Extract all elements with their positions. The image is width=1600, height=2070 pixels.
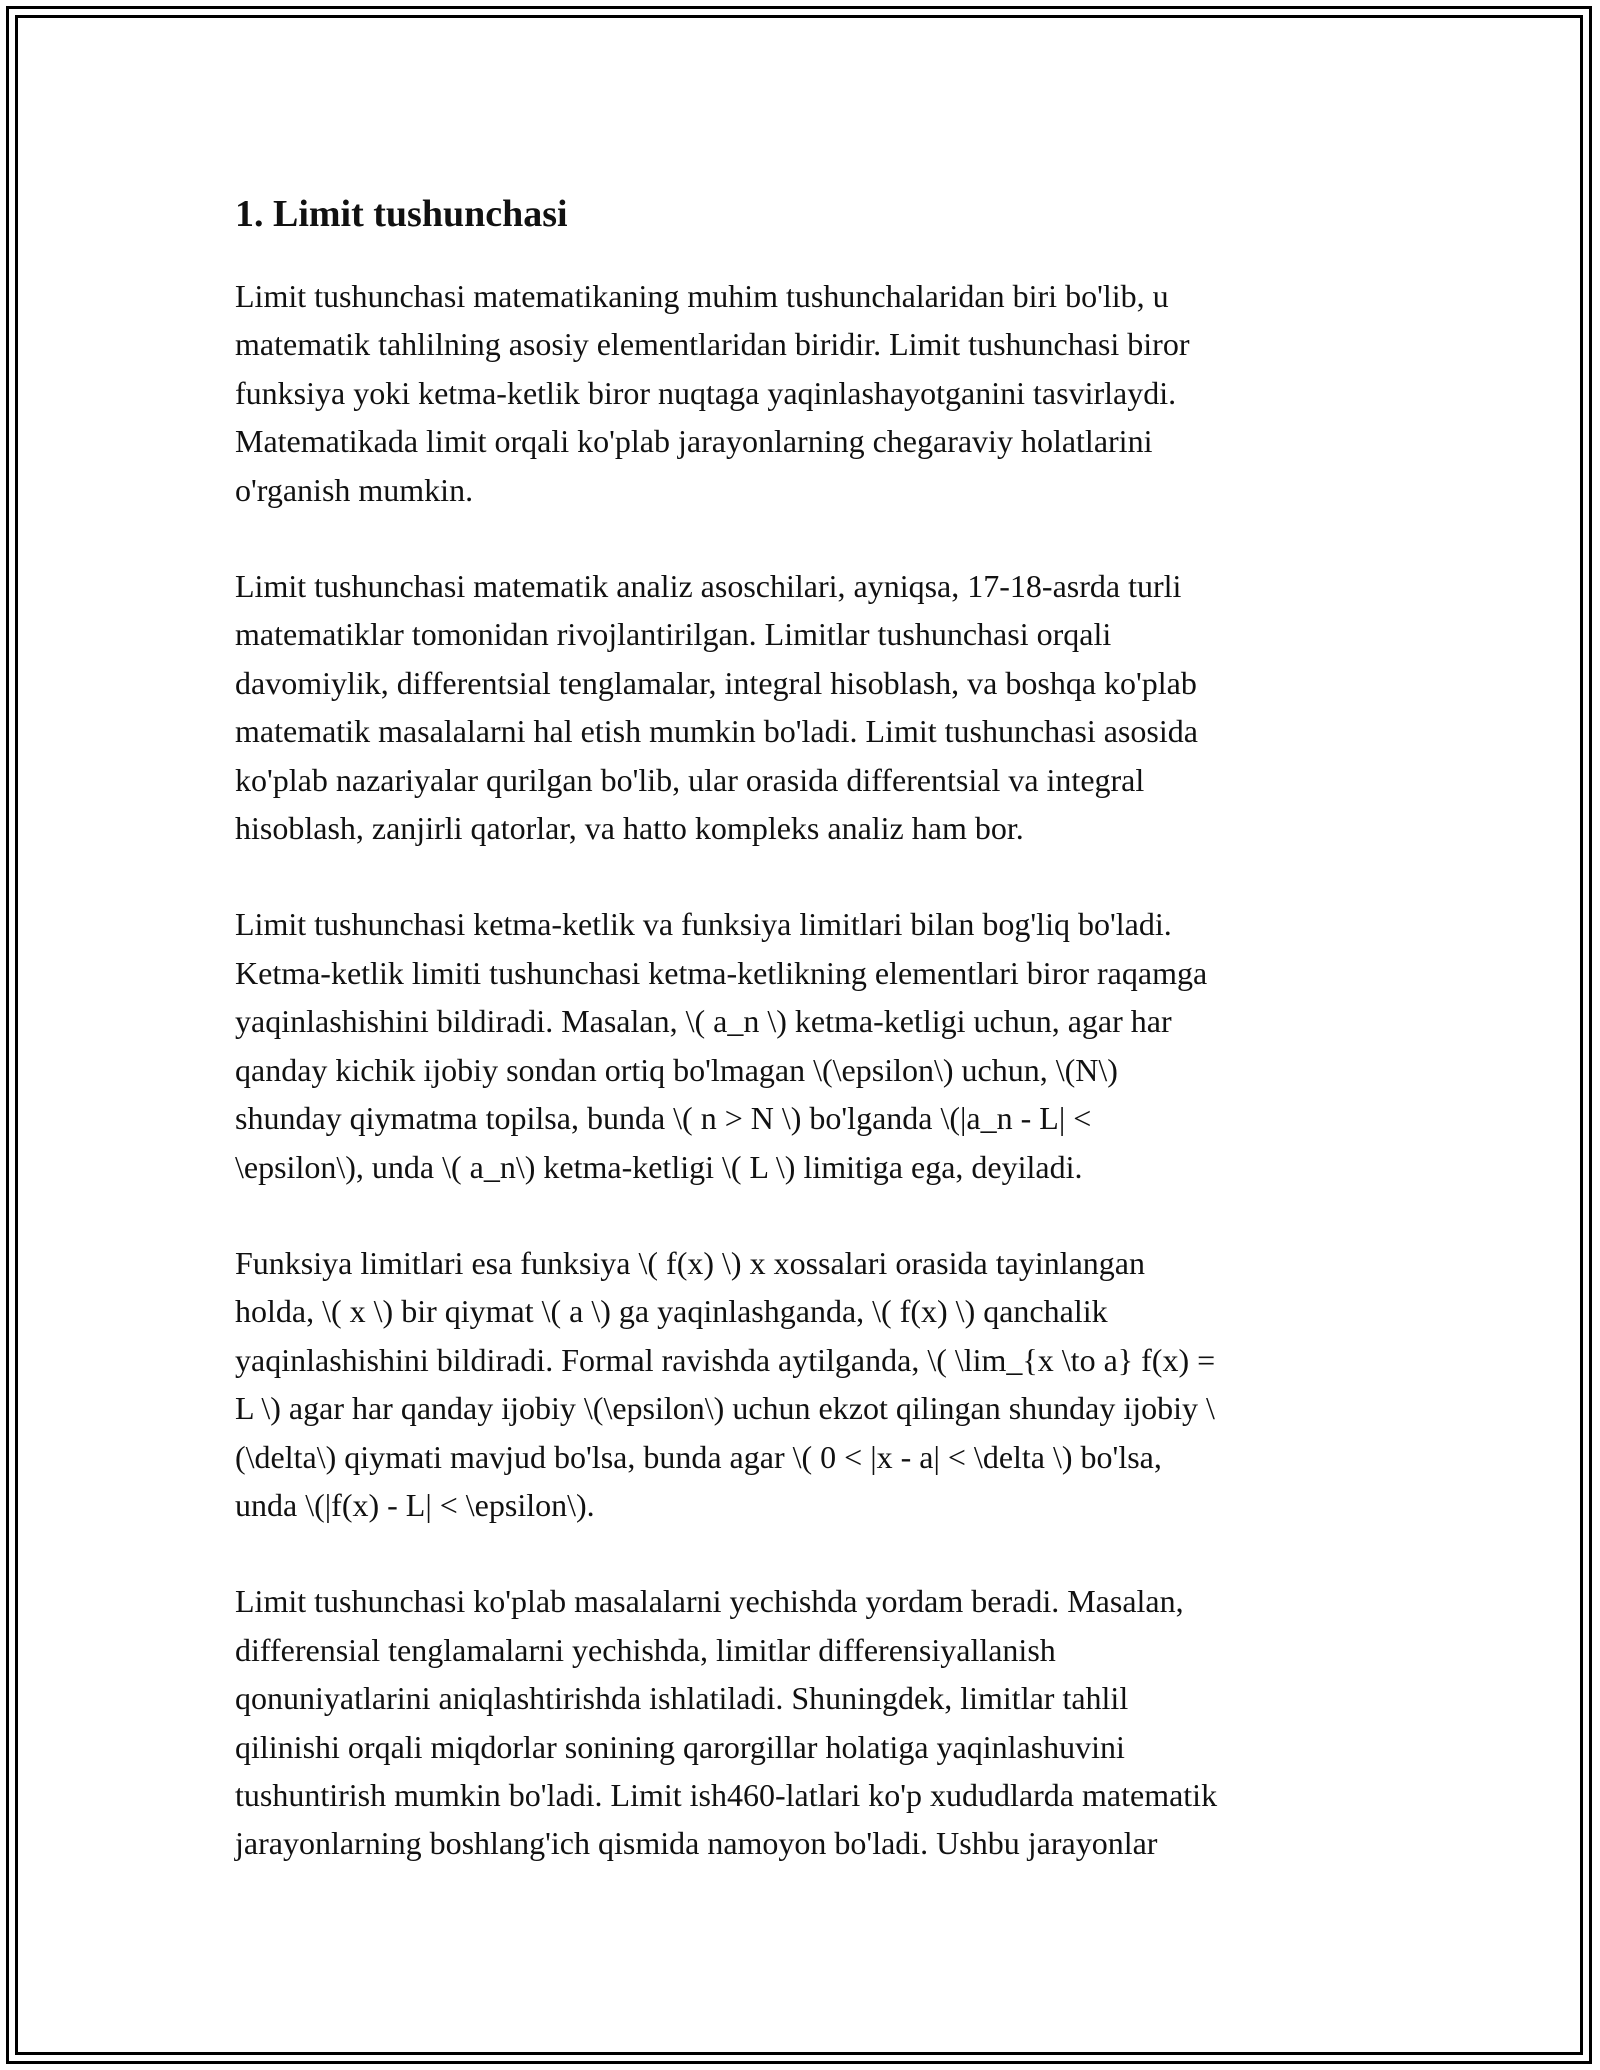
document-body [235, 186, 1365, 1916]
paragraph-3: Limit tushunchasi ketma-ketlik va funksiya limitlari bilan bog'liq bo'ladi. Ketma-ketlik limiti tushunchasi ketma-ketlikning elementlari biror raqamga yaqinlashishini bildiradi. Masalan, \( a_n \) ketma-ketligi uchun, agar har qanday kichik ijobiy sondan ortiq bo'lmagan \(\epsilon\) uchun, \(N\) shunday qiymatma topilsa, bunda \( n > N \) bo'lganda \(|a_n - L| < \epsilon\), unda \( a_n\) ketma-ketligi \( L \) limitiga ega, deyiladi. [235, 906, 1208, 1185]
section-heading: 1. Limit tushunchasi [235, 193, 568, 235]
paragraph-2: Limit tushunchasi matematik analiz asoschilari, ayniqsa, 17-18-asrda turli matematiklar tomonidan rivojlantirilgan. Limitlar tushunchasi orqali davomiylik, differentsial tenglamalar, integral hisoblash, va boshqa ko'plab matematik masalalarni hal etish mumkin bo'ladi. Limit tushunchasi asosida ko'plab nazariyalar qurilgan bo'lib, ular orasida differentsial va integral hisoblash, zanjirli qatorlar, va hatto kompleks analiz ham bor. [235, 568, 1198, 847]
paragraph-1: Limit tushunchasi matematikaning muhim tushunchalaridan biri bo'lib, u matematik tahlilning asosiy elementlaridan biridir. Limit tushunchasi biror funksiya yoki ketma-ketlik biror nuqtaga yaqinlashayotganini tasvirlaydi. Matematikada limit orqali ko'plab jarayonlarning chegaraviy holatlarini o'rganish mumkin. [235, 278, 1190, 508]
paragraph-4: Funksiya limitlari esa funksiya \( f(x) \) x xossalari orasida tayinlangan holda, \( x \) bir qiymat \( a \) ga yaqinlashganda, \( f(x) \) qanchalik yaqinlashishini bildiradi. Formal ravishda aytilganda, \( \lim_{x \to a} f(x) = L \) agar har qanday ijobiy \(\epsilon\) uchun ekzot qilingan shunday ijobiy \ (\delta\) qiymati mavjud bo'lsa, bunda agar \( 0 < |x - a| < \delta \) bo'lsa, unda \(|f(x) - L| < \epsilon\). [235, 1244, 1216, 1523]
paragraph-5: Limit tushunchasi ko'plab masalalarni yechishda yordam beradi. Masalan, differensial tenglamalarni yechishda, limitlar differensiyallanish qonuniyatlarini aniqlashtirishda ishlatiladi. Shuningdek, limitlar tahlil qilinishi orqali miqdorlar sonining qarorgillar holatiga yaqinlashuvini tushuntirish mumkin bo'ladi. Limit ish460-latlari ko'p xududlarda matematik jarayonlarning boshlang'ich qismida namoyon bo'ladi. Ushbu jarayonlar [235, 1583, 1218, 1862]
